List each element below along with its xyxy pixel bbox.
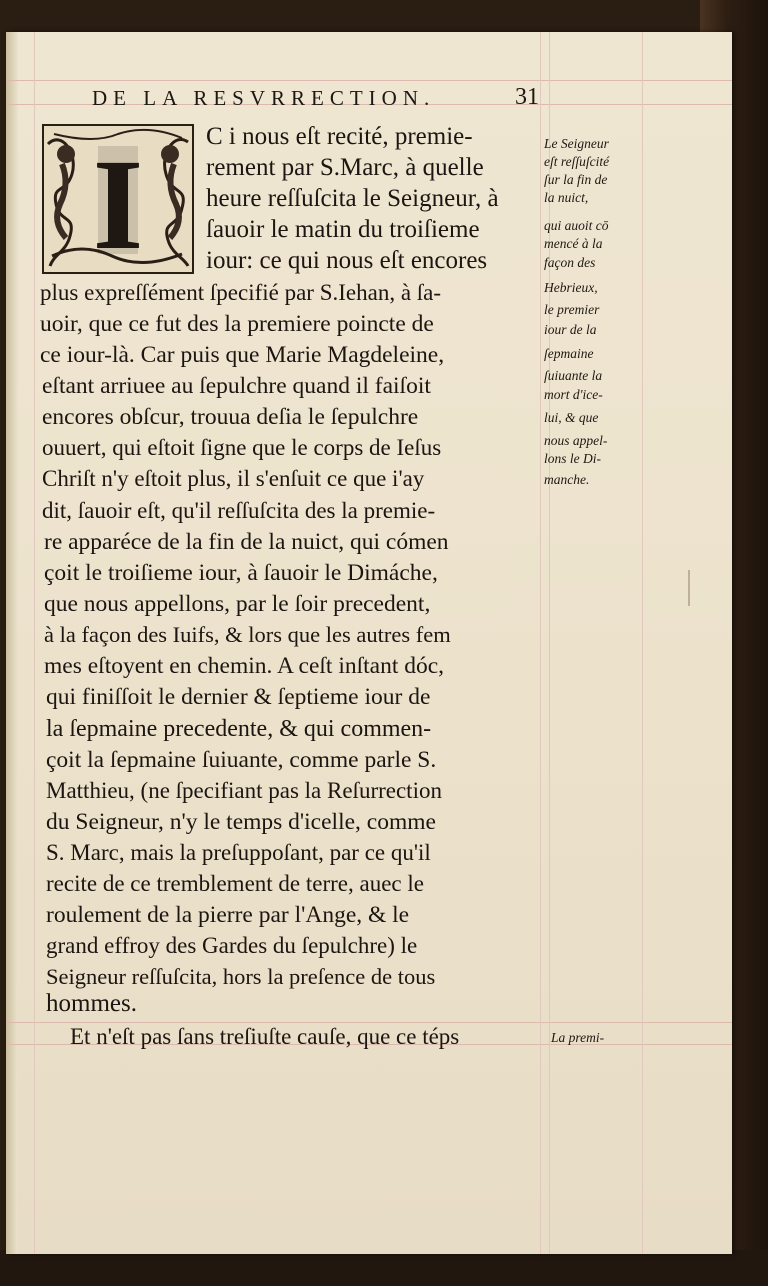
margin-note-line: mencé à la xyxy=(544,236,603,251)
text-line: recite de ce tremblement de terre, auec le xyxy=(46,871,424,896)
margin-note-line: ſepmaine xyxy=(544,346,594,361)
margin-note-line: lons le Di- xyxy=(544,451,601,466)
text-line: à la façon des Iuifs, & lors que les autres fem xyxy=(44,622,451,647)
text-line: qui finiſſoit le dernier & ſeptieme iour de xyxy=(46,684,431,710)
text-line: ouuert, qui eſtoit ſigne que le corps de Ieſus xyxy=(42,435,442,460)
initial-ornament-icon xyxy=(42,124,194,274)
text-line: heure reſſuſcita le Seigneur, à xyxy=(206,185,499,212)
text-line: ce iour-là. Car puis que Marie Magdeleine, xyxy=(40,342,445,368)
margin-note-line: le premier xyxy=(544,302,600,317)
margin-note-line: eſt reſſuſcité xyxy=(544,154,610,169)
text-line: Matthieu, (ne ſpecifiant pas la Reſurrection xyxy=(46,778,442,803)
text-line: Et n'eſt pas ſans treſiuſte cauſe, que ce téps xyxy=(70,1024,460,1049)
margin-note-line: Hebrieux, xyxy=(544,280,598,295)
margin-note-line: la nuict, xyxy=(544,190,589,205)
text-line: ſauoir le matin du troiſieme xyxy=(206,216,480,243)
page-number: 31 xyxy=(515,84,539,110)
text-line: re apparéce de la fin de la nuict, qui cómen xyxy=(44,529,449,555)
margin-note-line: manche. xyxy=(544,472,590,487)
ruling-line xyxy=(540,32,541,1254)
text-line: iour: ce qui nous eſt encores xyxy=(206,247,488,274)
margin-note-line: façon des xyxy=(544,255,596,270)
text-line: uoir, que ce fut des la premiere poincte de xyxy=(40,311,434,337)
text-line: dit, ſauoir eſt, qu'il reſſuſcita des la premie- xyxy=(42,498,436,523)
margin-note-line: iour de la xyxy=(544,322,597,337)
text-line: rement par S.Marc, à quelle xyxy=(206,154,484,181)
text-line: Chriſt n'y eſtoit plus, il s'enſuit ce que i'ay xyxy=(42,466,425,491)
margin-note-line: nous appel- xyxy=(544,433,608,448)
margin-note-bottom: La premi- xyxy=(551,1030,605,1045)
margin-note-line: ſuiuante la xyxy=(544,368,603,383)
text-line: que nous appellons, par le ſoir precedent, xyxy=(44,591,431,617)
text-line: Seigneur reſſuſcita, hors la preſence de tous xyxy=(46,964,436,989)
text-line: mes eſtoyent en chemin. A ceſt inſtant dóc, xyxy=(44,653,445,679)
text-line: çoit le troiſieme iour, à ſauoir le Dimáche, xyxy=(44,560,438,586)
ruling-line xyxy=(642,32,643,1254)
running-header xyxy=(90,86,550,114)
ruling-line xyxy=(6,80,732,81)
text-line: grand effroy des Gardes du ſepulchre) le xyxy=(46,933,418,958)
decorated-initial xyxy=(42,124,194,274)
margin-note-line: Le Seigneur xyxy=(544,136,609,151)
text-line: eſtant arriuee au ſepulchre quand il faiſoit xyxy=(42,373,431,399)
text-line: plus expreſſément ſpecifié par S.Iehan, à ſa- xyxy=(40,280,442,305)
text-line: S. Marc, mais la preſuppoſant, par ce qu'il xyxy=(46,840,431,865)
initial-letter: I xyxy=(92,133,144,274)
text-line: du Seigneur, n'y le temps d'icelle, comme xyxy=(46,809,436,835)
margin-note-line: mort d'ice- xyxy=(544,387,603,402)
running-title: DE LA RESVRRECTION. xyxy=(92,86,436,110)
text-line: çoit la ſepmaine ſuiuante, comme parle S. xyxy=(46,747,437,773)
ruling-line xyxy=(34,32,35,1254)
text-line: hommes. xyxy=(46,990,137,1017)
margin-note-line: ſur la fin de xyxy=(544,172,608,187)
text-line: roulement de la pierre par l'Ange, & le xyxy=(46,902,410,928)
text-line: C i nous eſt recité, premie- xyxy=(206,123,473,150)
ruling-line xyxy=(549,32,550,1254)
text-line: la ſepmaine precedente, & qui commen- xyxy=(46,716,432,742)
page-mark xyxy=(688,570,690,606)
text-line: encores obſcur, trouua deſia le ſepulchre xyxy=(42,404,419,430)
margin-note-line: qui auoit cō xyxy=(544,218,609,233)
margin-note-line: lui, & que xyxy=(544,410,599,425)
background-bottom xyxy=(0,1250,768,1286)
